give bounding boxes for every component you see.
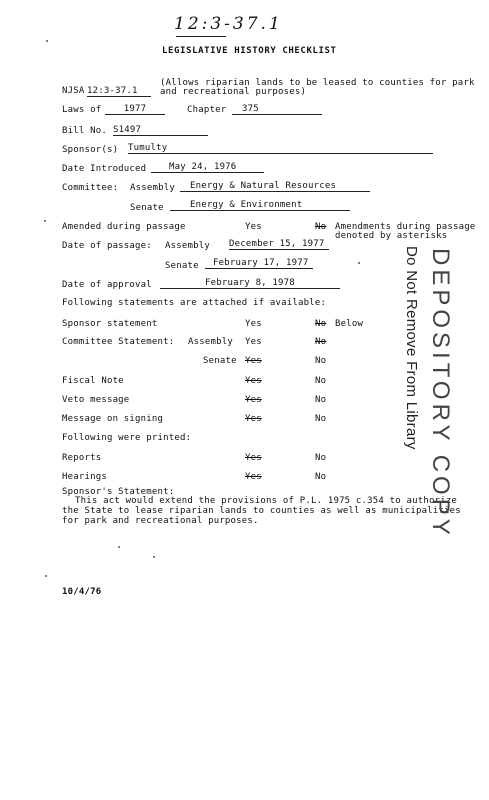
scan-speck [358,262,360,264]
veto-message-yes-struck: Yes [245,395,262,405]
veto-message-label: Veto message [62,395,130,405]
committee-statement-label: Committee Statement: [62,337,175,347]
sponsor-statement-yes: Yes [245,319,262,329]
sponsor-statement-label: Sponsor statement [62,319,158,329]
hearings-label: Hearings [62,472,107,482]
njsa-value: 12:3-37.1 [87,86,151,97]
date-of-approval-value: February 8, 1978 [160,278,340,289]
amended-note-line1: Amendments during passage [335,222,476,232]
reports-no: No [315,453,327,463]
committee-statement-assembly-label: Assembly [188,337,233,347]
fiscal-note-label: Fiscal Note [62,376,124,386]
committee-assembly-value: Energy & Natural Resources [180,181,370,192]
committee-assembly-label: Assembly [130,183,175,193]
committee-statement-senate-yes-struck: Yes [245,356,262,366]
handwritten-statute-number: 12:3-37.1 [174,14,283,34]
message-on-signing-no: No [315,414,327,424]
date-of-passage-label: Date of passage: [62,241,152,251]
committee-label: Committee: [62,183,119,193]
njsa-note-line2: and recreational purposes) [160,87,307,97]
date-of-passage-senate-label: Senate [165,261,199,271]
committee-senate-label: Senate [130,203,164,213]
sponsor-statement-note: Below [335,319,364,329]
date-of-passage-assembly-value: December 15, 1977 [229,239,329,250]
laws-of-value: 1977 [105,104,165,115]
printed-heading: Following were printed: [62,433,192,443]
hearings-no: No [315,472,327,482]
committee-statement-assembly-yes: Yes [245,337,262,347]
hearings-yes-struck: Yes [245,472,262,482]
sponsors-statement-line1: This act would extend the provisions of P.L. 1975 c.354 to authorize [75,496,458,506]
date-of-passage-senate-value: February 17, 1977 [205,258,313,269]
sponsors-statement-label: Sponsor's Statement: [62,487,175,497]
message-on-signing-yes-struck: Yes [245,414,262,424]
committee-senate-value: Energy & Environment [170,200,350,211]
veto-message-no: No [315,395,327,405]
bill-no-value: S1497 [113,125,208,136]
amended-note-line2: denoted by asterisks [335,231,448,241]
committee-statement-senate-label: Senate [203,356,237,366]
reports-yes-struck: Yes [245,453,262,463]
reports-label: Reports [62,453,102,463]
chapter-value: 375 [232,104,322,115]
njsa-label: NJSA [62,86,85,96]
scan-speck [118,546,120,548]
scan-speck [45,575,47,577]
sponsor-label: Sponsor(s) [62,145,119,155]
message-on-signing-label: Message on signing [62,414,164,424]
date-of-approval-label: Date of approval [62,280,152,290]
fiscal-note-no: No [315,376,327,386]
date-introduced-value: May 24, 1976 [151,162,264,173]
committee-statement-senate-no: No [315,356,327,366]
scan-speck [46,40,48,42]
sponsor-statement-no-struck: No [315,319,327,329]
scan-speck [153,556,155,558]
bill-no-label: Bill No. [62,126,107,136]
sponsors-statement-line3: for park and recreational purposes. [62,516,259,526]
laws-of-label: Laws of [62,105,102,115]
amended-label: Amended during passage [62,222,186,232]
stamp-do-not-remove: Do Not Remove From Library [403,246,420,450]
attached-statements-heading: Following statements are attached if available: [62,298,327,308]
amended-yes: Yes [245,222,262,232]
njsa-note-line1: (Allows riparian lands to be leased to counties for park [160,78,475,88]
amended-no-struck: No [315,222,327,232]
date-introduced-label: Date Introduced [62,164,147,174]
sponsor-value: Tumulty [128,143,433,154]
footer-date: 10/4/76 [62,587,102,597]
chapter-label: Chapter [187,105,227,115]
fiscal-note-yes-struck: Yes [245,376,262,386]
depository-stamp [388,246,458,539]
handwritten-underline [176,36,226,37]
page-title: LEGISLATIVE HISTORY CHECKLIST [162,46,337,56]
scan-speck [44,220,46,222]
stamp-depository-copy: DEPOSITORY COPY [427,248,454,539]
committee-statement-assembly-no-struck: No [315,337,327,347]
date-of-passage-assembly-label: Assembly [165,241,210,251]
sponsors-statement-line2: the State to lease riparian lands to counties as well as municipalities [62,506,461,516]
